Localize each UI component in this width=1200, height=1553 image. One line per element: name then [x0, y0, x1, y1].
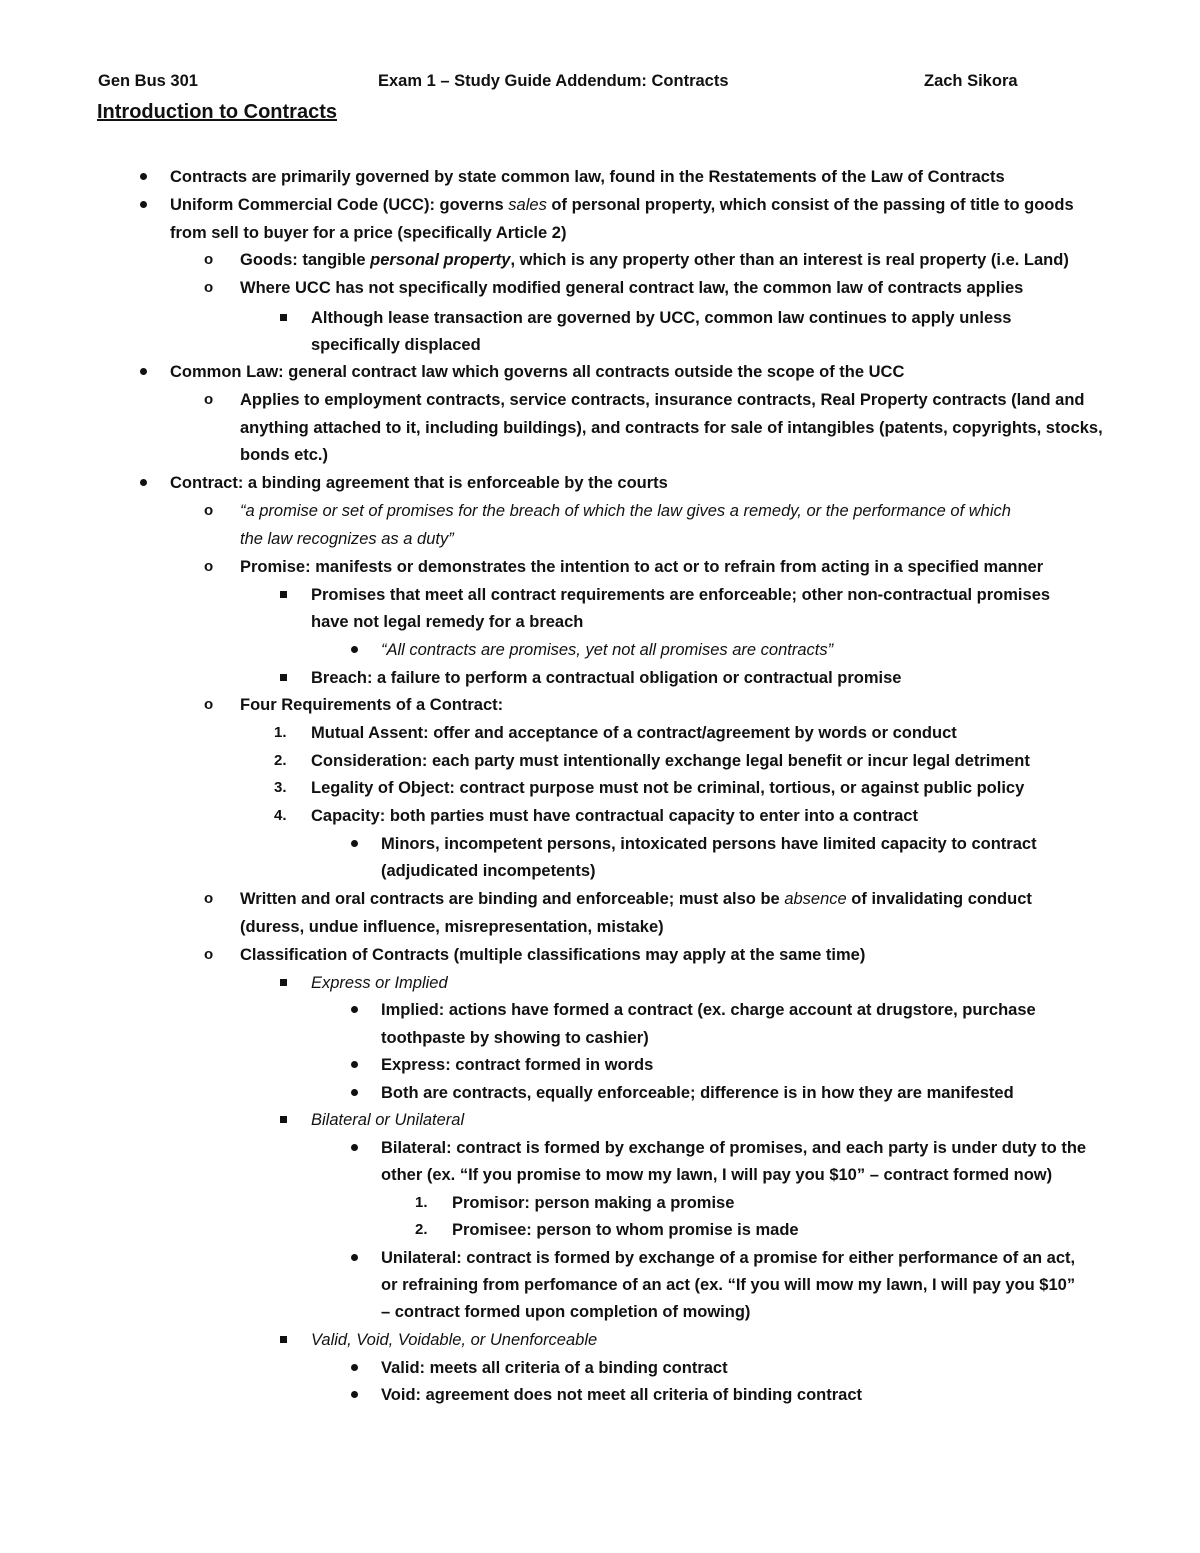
circle-bullet-icon: o	[204, 946, 214, 963]
bullet-icon	[351, 636, 358, 664]
text-run: Valid, Void, Voidable, or Unenforceable	[311, 1331, 598, 1349]
text-run: “a promise or set of promises for the breach of which the law gives a remedy, or the performance of which	[240, 502, 1011, 520]
outline-line	[170, 219, 566, 247]
text-run: Bilateral: contract is formed by exchange of promises, and each party is under duty to the	[381, 1139, 1087, 1157]
outline-line	[381, 1079, 1014, 1107]
bullet-icon	[351, 1134, 358, 1162]
outline-line	[240, 553, 1043, 581]
text-run: Bilateral or Unilateral	[311, 1111, 465, 1129]
text-run: Promises that meet all contract requirements are enforceable; other non-contractual promises	[311, 586, 1051, 604]
outline-line	[240, 941, 865, 969]
outline-line	[311, 774, 1024, 802]
text-run: Valid: meets all criteria of a binding contract	[381, 1359, 728, 1377]
text-run: Where UCC has not specifically modified general contract law, the common law of contracts applies	[240, 279, 1024, 297]
outline-line	[311, 664, 901, 692]
circle-bullet-icon: o	[204, 696, 214, 713]
bullet-icon	[140, 358, 147, 386]
list-number: 1.	[415, 1194, 428, 1211]
text-run: Written and oral contracts are binding and enforceable; must also be	[240, 890, 785, 908]
outline-line	[240, 525, 454, 553]
square-bullet-icon	[280, 1106, 287, 1134]
text-run: Consideration: each party must intentionally exchange legal benefit or incur legal detriment	[311, 752, 1030, 770]
text-run: other (ex. “If you promise to mow my lawn, I will pay you $10” – contract formed now)	[381, 1166, 1053, 1184]
outline-line	[311, 719, 957, 747]
square-bullet-icon	[280, 664, 287, 692]
outline-line	[381, 830, 1037, 858]
text-run: Mutual Assent: offer and acceptance of a contract/agreement by words or conduct	[311, 724, 957, 742]
text-run: Contract: a binding agreement that is enforceable by the courts	[170, 474, 668, 492]
list-number: 3.	[274, 779, 287, 796]
bullet-icon	[140, 469, 147, 497]
circle-bullet-icon: o	[204, 391, 214, 408]
outline-line	[311, 608, 583, 636]
outline-line	[170, 163, 1005, 191]
text-run: (adjudicated incompetents)	[381, 862, 596, 880]
header-author: Zach Sikora	[924, 72, 1018, 90]
text-run: Promisor: person making a promise	[452, 1194, 735, 1212]
bullet-icon	[140, 163, 147, 191]
outline-line	[240, 885, 1032, 913]
outline-line	[381, 857, 596, 885]
square-bullet-icon	[280, 1326, 287, 1354]
outline-line	[311, 969, 448, 997]
outline-line	[240, 386, 1085, 414]
outline-line	[381, 1161, 1052, 1189]
bullet-icon	[351, 1381, 358, 1409]
outline-line	[240, 414, 1103, 442]
outline-line	[240, 913, 664, 941]
text-run: from sell to buyer for a price (specifically Article 2)	[170, 224, 567, 242]
outline-line	[311, 747, 1030, 775]
text-run: toothpaste by showing to cashier)	[381, 1029, 649, 1047]
bullet-icon	[351, 1244, 358, 1272]
outline-line	[381, 1298, 750, 1326]
outline-line	[311, 331, 481, 359]
outline-line	[452, 1189, 734, 1217]
bullet-icon	[351, 1079, 358, 1107]
text-run: have not legal remedy for a breach	[311, 613, 584, 631]
text-run: Applies to employment contracts, service contracts, insurance contracts, Real Property contracts (land and	[240, 391, 1085, 409]
outline-line	[452, 1216, 799, 1244]
list-number: 1.	[274, 724, 287, 741]
header-course: Gen Bus 301	[98, 72, 198, 90]
bullet-icon	[351, 1354, 358, 1382]
list-number: 4.	[274, 807, 287, 824]
text-run: Express or Implied	[311, 974, 448, 992]
bullet-icon	[351, 996, 358, 1024]
outline-line	[311, 304, 1011, 332]
text-run: , which is any property other than an interest is real property (i.e. Land)	[510, 251, 1069, 269]
outline-line	[240, 441, 328, 469]
text-run: of invalidating conduct	[846, 890, 1032, 908]
page-header	[0, 72, 1200, 96]
text-run: – contract formed upon completion of mowing)	[381, 1303, 751, 1321]
text-run: the law recognizes as a duty”	[240, 530, 454, 548]
text-run: Void: agreement does not meet all criteria of binding contract	[381, 1386, 863, 1404]
outline-line	[240, 497, 1011, 525]
text-run: Contracts are primarily governed by state common law, found in the Restatements of the Law of Contracts	[170, 168, 1005, 186]
list-number: 2.	[415, 1221, 428, 1238]
text-run: Goods: tangible	[240, 251, 371, 269]
outline-line	[311, 1106, 464, 1134]
text-run: bonds etc.)	[240, 446, 329, 464]
square-bullet-icon	[280, 581, 287, 609]
outline-line	[381, 1244, 1075, 1272]
text-run: Uniform Commercial Code (UCC): governs	[170, 196, 509, 214]
circle-bullet-icon: o	[204, 502, 214, 519]
outline-line	[381, 1024, 649, 1052]
outline-line	[381, 1134, 1086, 1162]
outline-line	[170, 469, 668, 497]
text-run: Common Law: general contract law which governs all contracts outside the scope of the UCC	[170, 363, 905, 381]
text-run: personal property	[370, 251, 511, 269]
square-bullet-icon	[280, 304, 287, 332]
text-run: Breach: a failure to perform a contractual obligation or contractual promise	[311, 669, 902, 687]
text-run: Promisee: person to whom promise is made	[452, 1221, 799, 1239]
outline-line	[381, 1051, 653, 1079]
circle-bullet-icon: o	[204, 251, 214, 268]
outline-line	[381, 1271, 1075, 1299]
text-run: Implied: actions have formed a contract (ex. charge account at drugstore, purchase	[381, 1001, 1036, 1019]
outline-line	[240, 691, 503, 719]
outline-line	[311, 802, 918, 830]
outline-line	[311, 1326, 597, 1354]
bullet-icon	[351, 830, 358, 858]
outline-line	[381, 1354, 728, 1382]
header-title: Exam 1 – Study Guide Addendum: Contracts	[378, 72, 729, 90]
text-run: Although lease transaction are governed by UCC, common law continues to apply unless	[311, 309, 1012, 327]
text-run: Express: contract formed in words	[381, 1056, 654, 1074]
text-run: Promise: manifests or demonstrates the intention to act or to refrain from acting in a specified manner	[240, 558, 1044, 576]
bullet-icon	[351, 1051, 358, 1079]
outline-line	[170, 191, 1074, 219]
text-run: specifically displaced	[311, 336, 481, 354]
circle-bullet-icon: o	[204, 279, 214, 296]
text-run: absence	[784, 890, 847, 908]
text-run: sales	[508, 196, 547, 214]
text-run: “All contracts are promises, yet not all promises are contracts”	[381, 641, 834, 659]
text-run: Minors, incompetent persons, intoxicated persons have limited capacity to contract	[381, 835, 1037, 853]
text-run: Legality of Object: contract purpose must not be criminal, tortious, or against public policy	[311, 779, 1025, 797]
text-run: Classification of Contracts (multiple classifications may apply at the same time)	[240, 946, 866, 964]
text-run: of personal property, which consist of the passing of title to goods	[546, 196, 1074, 214]
text-run: (duress, undue influence, misrepresentation, mistake)	[240, 918, 664, 936]
circle-bullet-icon: o	[204, 558, 214, 575]
square-bullet-icon	[280, 969, 287, 997]
section-title: Introduction to Contracts	[97, 101, 337, 123]
outline-line	[170, 358, 904, 386]
list-number: 2.	[274, 752, 287, 769]
text-run: Both are contracts, equally enforceable; difference is in how they are manifested	[381, 1084, 1014, 1102]
bullet-icon	[140, 191, 147, 219]
text-run: Four Requirements of a Contract:	[240, 696, 504, 714]
outline-line	[240, 274, 1023, 302]
text-run: Unilateral: contract is formed by exchange of a promise for either performance of an act,	[381, 1249, 1076, 1267]
outline-line	[240, 246, 1069, 274]
outline-line	[381, 1381, 862, 1409]
text-run: anything attached to it, including buildings), and contracts for sale of intangibles (patents, copyrights, stocks,	[240, 419, 1103, 437]
outline-line	[381, 996, 1036, 1024]
text-run: Capacity: both parties must have contractual capacity to enter into a contract	[311, 807, 918, 825]
text-run: or refraining from perfomance of an act (ex. “If you will mow my lawn, I will pay you $10”	[381, 1276, 1076, 1294]
outline-line	[381, 636, 833, 664]
circle-bullet-icon: o	[204, 890, 214, 907]
outline-line	[311, 581, 1050, 609]
